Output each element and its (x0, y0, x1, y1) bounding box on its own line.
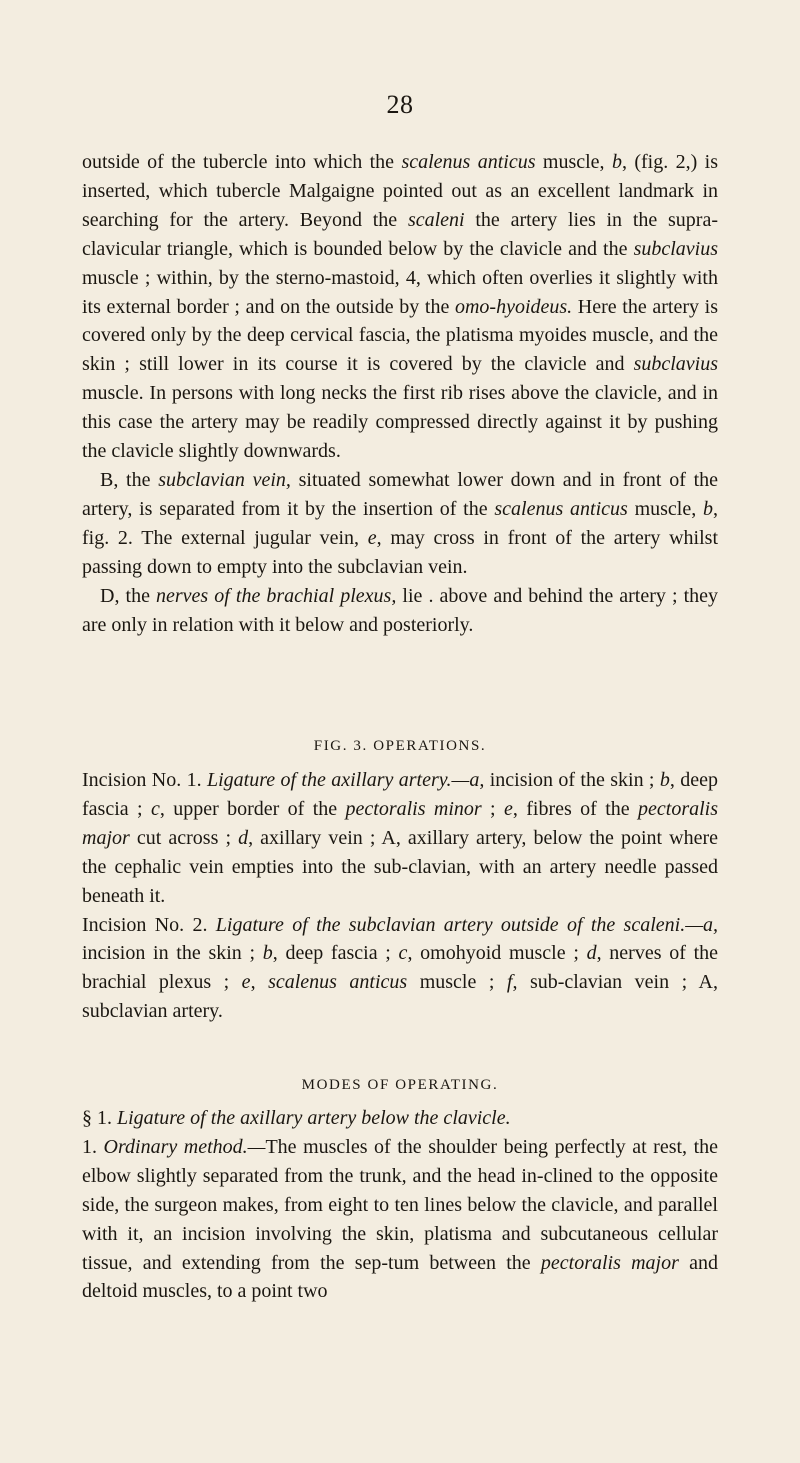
text-run: incision of the skin ; (484, 769, 660, 791)
text-run: Here the artery is covered only by the deep cervical fascia, the platisma myoides muscle, and the skin ; still lower in its course it is covered by the clavicle and (82, 295, 718, 376)
italic-text: b (611, 151, 622, 173)
paragraph-incision-1 (82, 766, 718, 911)
italic-text: pectoralis major (82, 797, 719, 849)
text-run: situated somewhat lower down and in front of the artery, is separated from it by the insertion of the (82, 468, 718, 520)
italic-text: Ordinary method.— (103, 1135, 266, 1158)
paragraph-incision-2 (82, 911, 718, 1027)
text-run: The muscles of the shoulder being perfectly at rest, the elbow slightly separated from the trunk, and the head in-clined to the opposite side, the surgeon makes, from eight to ten lines below the clavicle, and parallel with it, an incision involving the skin, platisma and subcutaneous cellular tissue, and extending from the sep-tum between the (82, 1135, 719, 1274)
italic-text: b (262, 942, 273, 965)
modes-text (82, 1104, 718, 1306)
text-run: , fig. 2. The external jugular vein, (82, 497, 719, 549)
text-run: , deep fascia ; (272, 942, 399, 965)
italic-text: scalenus anticus (268, 971, 408, 994)
italic-text: scalenus anticus (494, 497, 628, 520)
italic-text: b (659, 769, 670, 791)
paragraph-subclavian-artery-course (82, 148, 718, 639)
text-run: the artery lies in the supra-clavicular triangle, which is bounded below by the clavicle and the (82, 208, 718, 260)
italic-text: pectoralis minor (345, 797, 482, 820)
italic-text: e (367, 526, 377, 549)
italic-text: scaleni (407, 208, 465, 231)
italic-text: c (150, 797, 160, 820)
italic-text: pectoralis major (540, 1251, 679, 1274)
text-run: , upper border of the (159, 797, 346, 820)
italic-text: d (586, 942, 597, 965)
text-run: , deep fascia ; (82, 769, 718, 820)
text-run: cut across ; (129, 826, 239, 849)
paragraph-brachial-plexus (82, 582, 718, 640)
text-run: , sub-clavian vein ; A, subclavian artery. (82, 971, 718, 1023)
text-run: muscle, (535, 151, 612, 173)
italic-text: d (238, 826, 249, 849)
italic-text: scalenus anticus (401, 151, 536, 173)
figure-description (82, 766, 718, 1026)
section-title-ligature (82, 1104, 718, 1133)
italic-text: b (703, 497, 714, 520)
italic-text: nerves of the brachial plexus, (156, 584, 397, 607)
paragraph-text (82, 148, 718, 466)
italic-text: c (398, 942, 408, 965)
text-run: muscle, (627, 497, 704, 520)
italic-text: e (241, 971, 251, 994)
italic-text: subclavius (633, 353, 718, 376)
text-run: , omohyoid muscle ; (407, 942, 587, 965)
text-run: § 1. (82, 1107, 117, 1129)
text-run: , fibres of the (512, 797, 639, 820)
section-heading-fig3: FIG. 3. OPERATIONS. (313, 738, 487, 754)
italic-text: e (504, 797, 513, 820)
text-run: 1. (82, 1135, 104, 1158)
text-run: , (fig. 2,) is inserted, which tubercle Malgaigne pointed out as an excellent landmark in searching for the artery. Beyond the (82, 151, 718, 231)
text-run: and deltoid muscles, to a point two (82, 1251, 718, 1303)
paragraph-ordinary-method (82, 1133, 718, 1306)
text-run: muscle. In persons with long necks the first rib rises above the clavicle, and in this case the artery may be readily compressed directly against it by pushing the clavicle slightly downwards. (82, 382, 718, 463)
text-run: , (250, 971, 269, 994)
italic-text: Ligature of the axillary artery below the clavicle. (117, 1107, 511, 1129)
italic-text: Ligature of the axillary artery.—a, (206, 769, 485, 791)
text-run: Incision No. 1. (82, 769, 207, 791)
italic-text: subclavius (633, 237, 718, 260)
section-heading-modes: MODES OF OPERATING. (301, 1077, 499, 1093)
text-run: , nerves of the brachial plexus ; (82, 942, 719, 994)
text-run: , axillary vein ; A, axillary artery, below the point where the cephalic vein empties into the sub-clavian, with an artery needle passed beneath it. (82, 826, 718, 907)
text-run: B, the (100, 468, 159, 491)
text-run: incision in the skin ; (82, 942, 263, 965)
text-run: muscle ; within, by the sterno-mastoid, 4, which often overlies it slightly with its external border ; and on the outside by the (82, 266, 718, 318)
text-run: , may cross in front of the artery whilst passing down to empty into the subclavian vein. (82, 526, 719, 578)
text-run: ; (481, 797, 504, 820)
text-run: outside of the tubercle into which the (82, 151, 402, 173)
italic-text: f (506, 971, 513, 994)
italic-text: Ligature of the subclavian artery outside of the scaleni.—a, (215, 913, 718, 936)
text-run: lie . above and behind the artery ; they are only in relation with it below and posteriorly. (82, 584, 718, 636)
text-run: muscle ; (407, 971, 507, 994)
italic-text: omo-hyoideus. (454, 295, 573, 318)
text-run: Incision No. 2. (82, 913, 216, 936)
text-run: D, the (100, 584, 157, 607)
paragraph-subclavian-vein (82, 466, 718, 582)
page-number: 28 (386, 90, 414, 119)
italic-text: subclavian vein, (158, 468, 291, 491)
